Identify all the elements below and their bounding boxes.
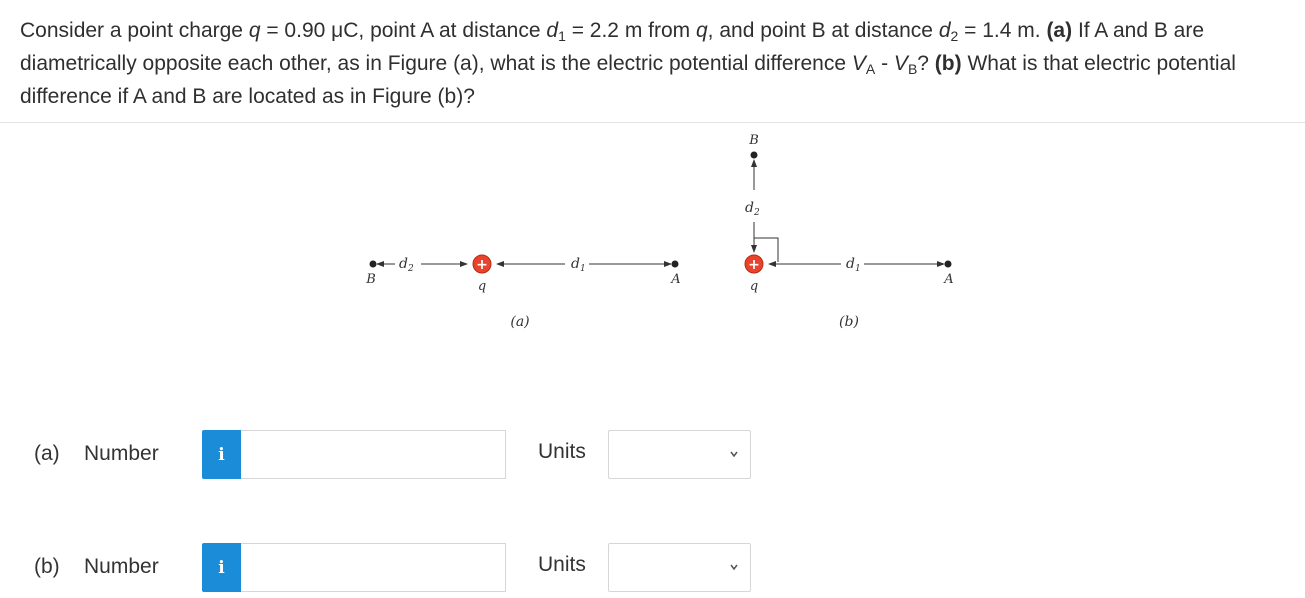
fig-a-d2-label: $d_2$	[399, 256, 414, 274]
number-input-a[interactable]	[241, 430, 506, 479]
fig-b-caption: (b)	[839, 314, 859, 330]
fig-a-caption: (a)	[510, 314, 530, 330]
fig-a-d1-label: $d_1$	[571, 256, 586, 274]
point-a-dot-b	[945, 261, 952, 268]
figure-b	[745, 133, 954, 330]
divider	[0, 122, 1305, 123]
answer-row-a	[34, 430, 764, 480]
part-a-label: (a)	[1046, 19, 1073, 42]
d1-symbol: d	[546, 19, 559, 42]
point-b-dot	[370, 261, 377, 268]
answer-row-b	[34, 543, 764, 593]
point-b-dot-b	[751, 152, 758, 159]
question-mark: ?	[917, 52, 935, 75]
units-label: Units	[538, 553, 586, 576]
d2-sub: 2	[950, 28, 959, 44]
vb-symbol: V	[893, 52, 908, 75]
info-icon[interactable]: i	[202, 430, 241, 479]
va-sub: A	[865, 61, 876, 77]
part-b-text: What is that electric potential difference if A and B are located as in Figure (b)?	[20, 52, 1236, 108]
d1-value: = 2.2 m from	[565, 19, 696, 42]
va-symbol: V	[851, 52, 866, 75]
d2-value: = 1.4 m.	[958, 19, 1047, 42]
figure	[355, 128, 975, 343]
q-symbol: q	[248, 19, 261, 42]
question-intro: Consider a point charge	[20, 19, 249, 42]
question-mid: , and point B at distance	[707, 19, 939, 42]
d1-sub: 1	[558, 28, 566, 44]
vb-sub: B	[907, 61, 918, 77]
fig-b-label-b: B	[749, 133, 759, 148]
info-icon[interactable]: i	[202, 543, 241, 592]
fig-b-label-a: A	[944, 272, 954, 287]
question-text	[20, 14, 1285, 113]
answer-part-label: (b)	[34, 555, 60, 578]
fig-b-d2-label: $d_2$	[745, 200, 760, 218]
chevron-down-icon	[730, 448, 738, 462]
plus-icon: +	[476, 257, 488, 273]
part-b-label: (b)	[934, 52, 962, 75]
fig-b-d1-label: $d_1$	[846, 256, 861, 274]
part-a-text: If A and B are diametrically opposite each other, as in Figure (a), what is the electric potential difference	[20, 19, 1205, 75]
number-label: Number	[84, 442, 159, 465]
number-label: Number	[84, 555, 159, 578]
figure-a	[365, 255, 680, 330]
minus-sign: -	[875, 52, 894, 75]
fig-a-label-a: A	[671, 272, 681, 287]
q-symbol-2: q	[695, 19, 708, 42]
fig-a-label-b: B	[366, 272, 376, 287]
point-a-dot	[672, 261, 679, 268]
answer-part-label: (a)	[34, 442, 60, 465]
q-value: = 0.90 μC, point A at distance	[260, 19, 547, 42]
fig-a-label-q: q	[477, 279, 487, 294]
figure-diagram	[355, 128, 975, 343]
chevron-down-icon	[730, 561, 738, 575]
number-input-b[interactable]	[241, 543, 506, 592]
plus-icon: +	[748, 257, 760, 273]
units-select-b[interactable]	[608, 543, 751, 592]
fig-b-label-q: q	[749, 279, 759, 294]
units-select-a[interactable]	[608, 430, 751, 479]
d2-symbol: d	[938, 19, 951, 42]
units-label: Units	[538, 440, 586, 463]
